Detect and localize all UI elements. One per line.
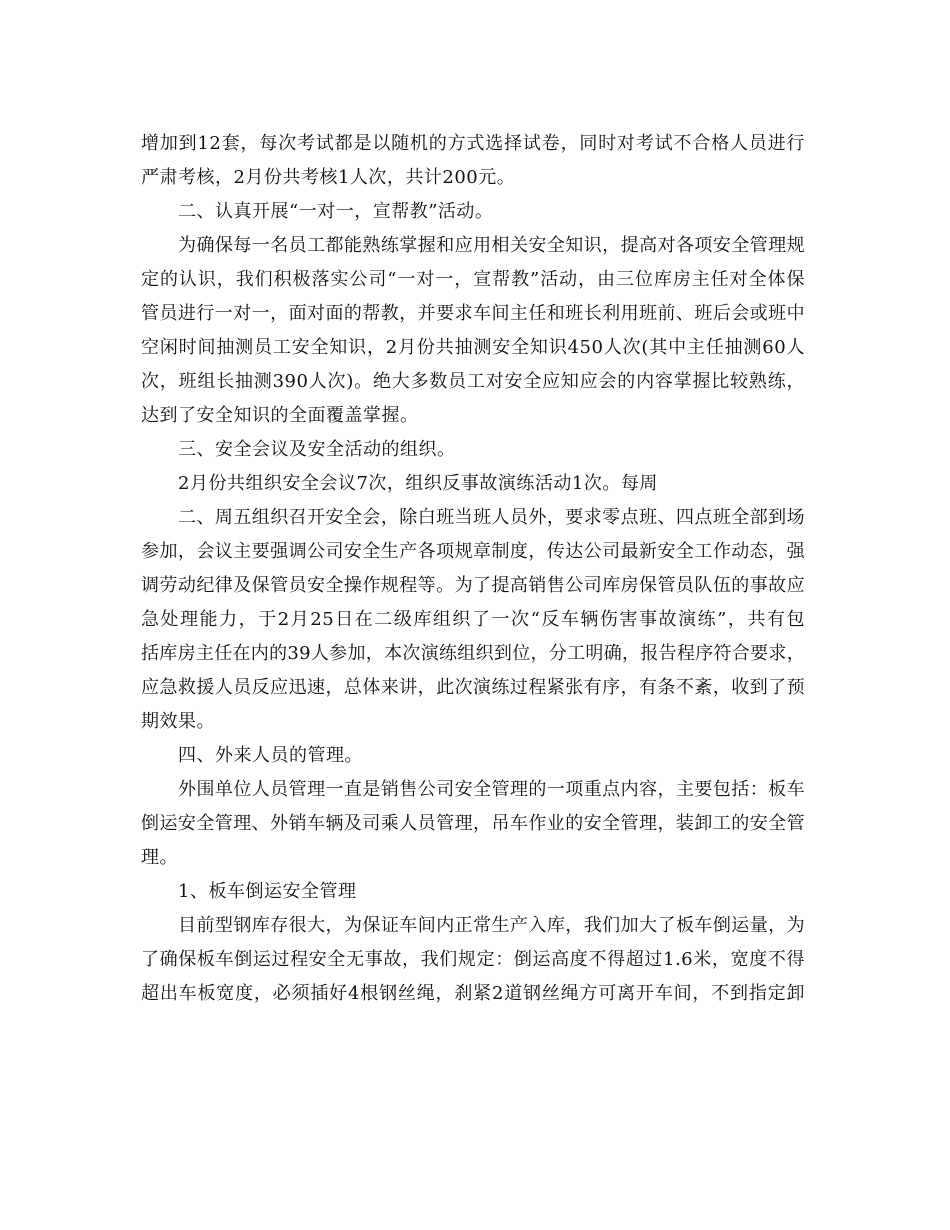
text-line: 应急救援人员反应迅速，总体来讲，此次演练过程紧张有序，有条不紊，收到了预: [141, 677, 805, 698]
text-line: 为确保每一名员工都能熟练掌握和应用相关安全知识，提高对各项安全管理规: [178, 235, 805, 256]
document-body: [141, 127, 805, 1011]
text-line: 空闲时间抽测员工安全知识，2月份共抽测安全知识450人次(其中主任抽测60人: [141, 337, 805, 358]
text-line: 急处理能力，于2月25日在二级库组织了一次“反车辆伤害事故演练”，共有包: [141, 609, 805, 630]
text-line: 参加，会议主要强调公司安全生产各项规章制度，传达公司最新安全工作动态，强: [141, 541, 805, 562]
text-line: 增加到12套，每次考试都是以随机的方式选择试卷，同时对考试不合格人员进行: [141, 133, 805, 154]
text-line: 括库房主任在内的39人参加，本次演练组织到位，分工明确，报告程序符合要求，: [141, 643, 805, 664]
text-line: 二、周五组织召开安全会，除白班当班人员外，要求零点班、四点班全部到场: [178, 507, 805, 528]
text-line: 超出车板宽度，必须插好4根钢丝绳，刹紧2道钢丝绳方可离开车间，不到指定卸: [141, 983, 805, 1004]
text-line: 管员进行一对一，面对面的帮教，并要求车间主任和班长利用班前、班后会或班中: [141, 303, 805, 324]
text-line: 严肃考核，2月份共考核1人次，共计200元。: [141, 167, 516, 188]
text-line: 2月份共组织安全会议7次，组织反事故演练活动1次。每周: [178, 473, 658, 494]
text-line: 期效果。: [141, 711, 215, 732]
text-line: 了确保板车倒运过程安全无事故，我们规定：倒运高度不得超过1.6米，宽度不得: [141, 949, 805, 970]
text-line: 定的认识，我们积极落实公司“一对一，宣帮教”活动，由三位库房主任对全体保: [141, 269, 805, 290]
text-line: 达到了安全知识的全面覆盖掌握。: [141, 405, 419, 426]
text-line: 四、外来人员的管理。: [178, 745, 363, 766]
text-line: 目前型钢库存很大，为保证车间内正常生产入库，我们加大了板车倒运量，为: [178, 915, 805, 936]
text-line: 1、板车倒运安全管理: [178, 881, 357, 902]
text-line: 倒运安全管理、外销车辆及司乘人员管理，吊车作业的安全管理，装卸工的安全管: [141, 813, 805, 834]
text-line: 次，班组长抽测390人次)。绝大多数员工对安全应知应会的内容掌握比较熟练，: [141, 371, 805, 392]
text-line: 外围单位人员管理一直是销售公司安全管理的一项重点内容，主要包括：板车: [178, 779, 805, 800]
text-line: 理。: [141, 847, 178, 868]
text-line: 调劳动纪律及保管员安全操作规程等。为了提高销售公司库房保管员队伍的事故应: [141, 575, 805, 596]
text-line: 二、认真开展“一对一，宣帮教”活动。: [178, 201, 494, 222]
text-line: 三、安全会议及安全活动的组织。: [178, 439, 456, 460]
